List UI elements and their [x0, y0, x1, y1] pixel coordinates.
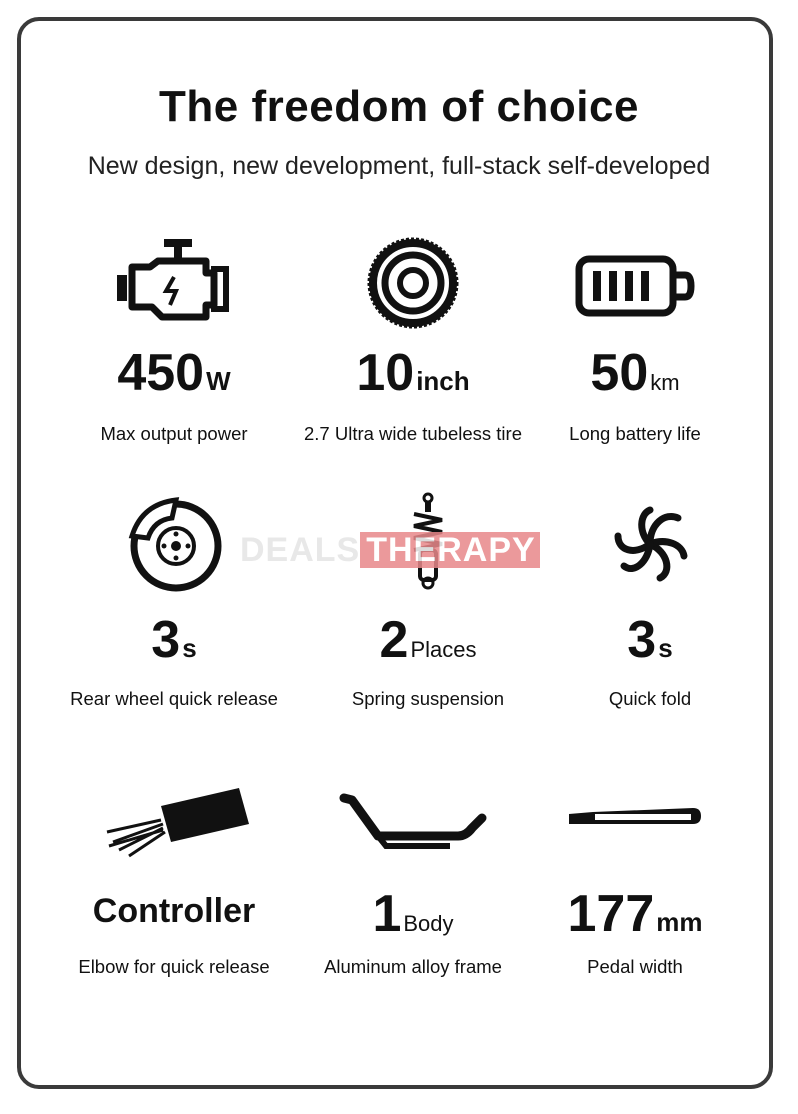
- feature-brake: [44, 492, 304, 712]
- controller-icon: [99, 784, 249, 860]
- watermark: [240, 532, 558, 568]
- feature-value: 3: [151, 611, 181, 669]
- feature-caption: Spring suspension: [351, 688, 505, 709]
- feature-value: 10: [356, 344, 415, 402]
- feature-value: Controller: [92, 892, 256, 930]
- feature-value: 1: [372, 885, 402, 943]
- feature-value: 450: [117, 344, 205, 402]
- feature-value: 177: [567, 885, 655, 943]
- fold-swirl-icon: [610, 504, 690, 584]
- feature-unit: mm: [656, 907, 703, 937]
- feature-unit: s: [658, 633, 673, 663]
- feature-unit: inch: [416, 366, 470, 396]
- feature-caption: Rear wheel quick release: [70, 688, 278, 709]
- feature-unit: W: [206, 366, 231, 396]
- feature-battery: [505, 235, 765, 455]
- feature-unit: km: [650, 370, 680, 395]
- page-title: The freedom of choice: [159, 82, 639, 131]
- pedal-icon: [565, 802, 705, 836]
- feature-suspension: [298, 492, 558, 712]
- feature-caption: Aluminum alloy frame: [324, 956, 502, 977]
- watermark-left: DEALS: [240, 531, 361, 569]
- feature-unit: Places: [410, 637, 477, 662]
- feature-fold: [520, 492, 780, 712]
- watermark-right: THERAPY: [360, 532, 539, 568]
- feature-caption: Long battery life: [569, 423, 701, 444]
- feature-value: 3: [627, 611, 657, 669]
- feature-tire: [283, 235, 543, 455]
- feature-caption: Elbow for quick release: [78, 956, 270, 977]
- motor-icon: [114, 235, 234, 327]
- tire-icon: [365, 235, 461, 331]
- feature-caption: Quick fold: [608, 688, 692, 709]
- battery-icon: [575, 253, 695, 319]
- feature-value: 2: [379, 611, 409, 669]
- page-subtitle: New design, new development, full-stack self-developed: [87, 152, 711, 180]
- feature-pedal: [505, 784, 765, 984]
- feature-unit: s: [182, 633, 197, 663]
- frame-icon: [338, 792, 488, 852]
- feature-value: 50: [590, 344, 649, 402]
- feature-unit: Body: [403, 911, 454, 936]
- feature-caption: Max output power: [100, 423, 248, 444]
- feature-motor: [44, 235, 304, 455]
- feature-controller: [44, 784, 304, 984]
- brake-disc-icon: [124, 492, 224, 592]
- feature-caption: Pedal width: [587, 956, 683, 977]
- feature-frame: [283, 784, 543, 984]
- feature-caption: 2.7 Ultra wide tubeless tire: [304, 423, 522, 444]
